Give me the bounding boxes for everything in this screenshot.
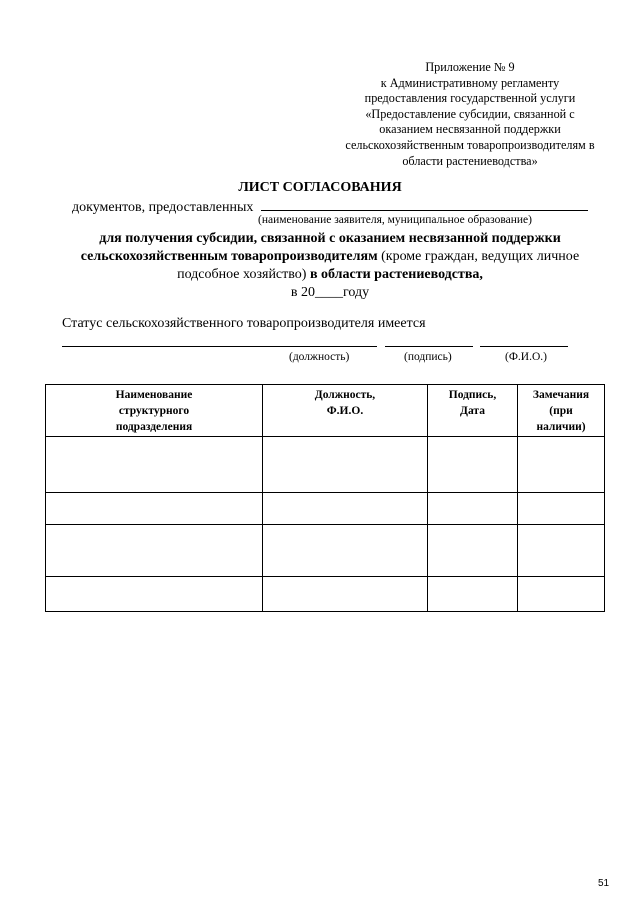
table-cell[interactable] [46, 577, 263, 612]
purpose-line [50, 266, 610, 284]
appendix-line: области растениеводства» [402, 153, 538, 168]
purpose-paragraph [50, 230, 610, 302]
signature-blank[interactable] [385, 346, 473, 347]
documents-label: документов, предоставленных [72, 200, 254, 215]
header-position: Должность, Ф.И.О. [263, 385, 428, 437]
purpose-text: (кроме граждан, ведущих личное [377, 249, 580, 264]
form-title: ЛИСТ СОГЛАСОВАНИЯ [238, 180, 402, 195]
table-header-row [46, 385, 605, 437]
table-cell[interactable] [263, 493, 428, 525]
table-row [46, 437, 605, 493]
position-blank[interactable] [62, 346, 377, 347]
applicant-blank[interactable] [261, 196, 588, 211]
table-cell[interactable] [428, 493, 518, 525]
table-cell[interactable] [263, 577, 428, 612]
applicant-hint: (наименование заявителя, муниципальное образование) [258, 214, 532, 226]
appendix-line: Приложение № 9 [425, 60, 515, 74]
table-row [46, 493, 605, 525]
table-row [46, 577, 605, 612]
purpose-bold: сельскохозяйственным товаропроизводителям [80, 249, 378, 264]
table-cell[interactable] [263, 525, 428, 577]
position-hint: (должность) [289, 351, 350, 363]
name-blank[interactable] [480, 346, 568, 347]
table-cell[interactable] [46, 493, 263, 525]
purpose-text: подсобное хозяйство) [177, 267, 307, 282]
appendix-header [330, 60, 610, 169]
purpose-bold: в области растениеводства, [306, 267, 483, 282]
table-cell[interactable] [428, 577, 518, 612]
header-unit: Наименование структурного подразделения [46, 385, 263, 437]
purpose-line [50, 248, 610, 266]
table-cell[interactable] [518, 577, 605, 612]
table-cell[interactable] [518, 437, 605, 493]
year-line: в 20____году [290, 285, 370, 300]
header-remarks: Замечания (при наличии) [518, 385, 605, 437]
appendix-line: предоставления государственной услуги [364, 91, 576, 106]
approval-table [45, 384, 605, 612]
header-signature: Подпись, Дата [428, 385, 518, 437]
table-cell[interactable] [46, 525, 263, 577]
signature-hint: (подпись) [404, 351, 452, 363]
purpose-line: для получения субсидии, связанной с оказанием несвязанной поддержки [99, 231, 561, 246]
appendix-line: к Административному регламенту [380, 75, 560, 90]
table-cell[interactable] [46, 437, 263, 493]
appendix-line: оказанием несвязанной поддержки [379, 122, 561, 137]
appendix-line: сельскохозяйственным товаропроизводителям в [345, 137, 595, 152]
page-number: 51 [598, 878, 610, 889]
name-hint: (Ф.И.О.) [505, 351, 547, 363]
table-cell[interactable] [263, 437, 428, 493]
appendix-line: «Предоставление субсидии, связанной с [365, 106, 575, 121]
status-text: Статус сельскохозяйственного товаропроизводителя имеется [62, 316, 426, 331]
table-cell[interactable] [428, 525, 518, 577]
table-cell[interactable] [518, 493, 605, 525]
table-row [46, 525, 605, 577]
table-cell[interactable] [518, 525, 605, 577]
documents-line [72, 196, 588, 216]
table-cell[interactable] [428, 437, 518, 493]
